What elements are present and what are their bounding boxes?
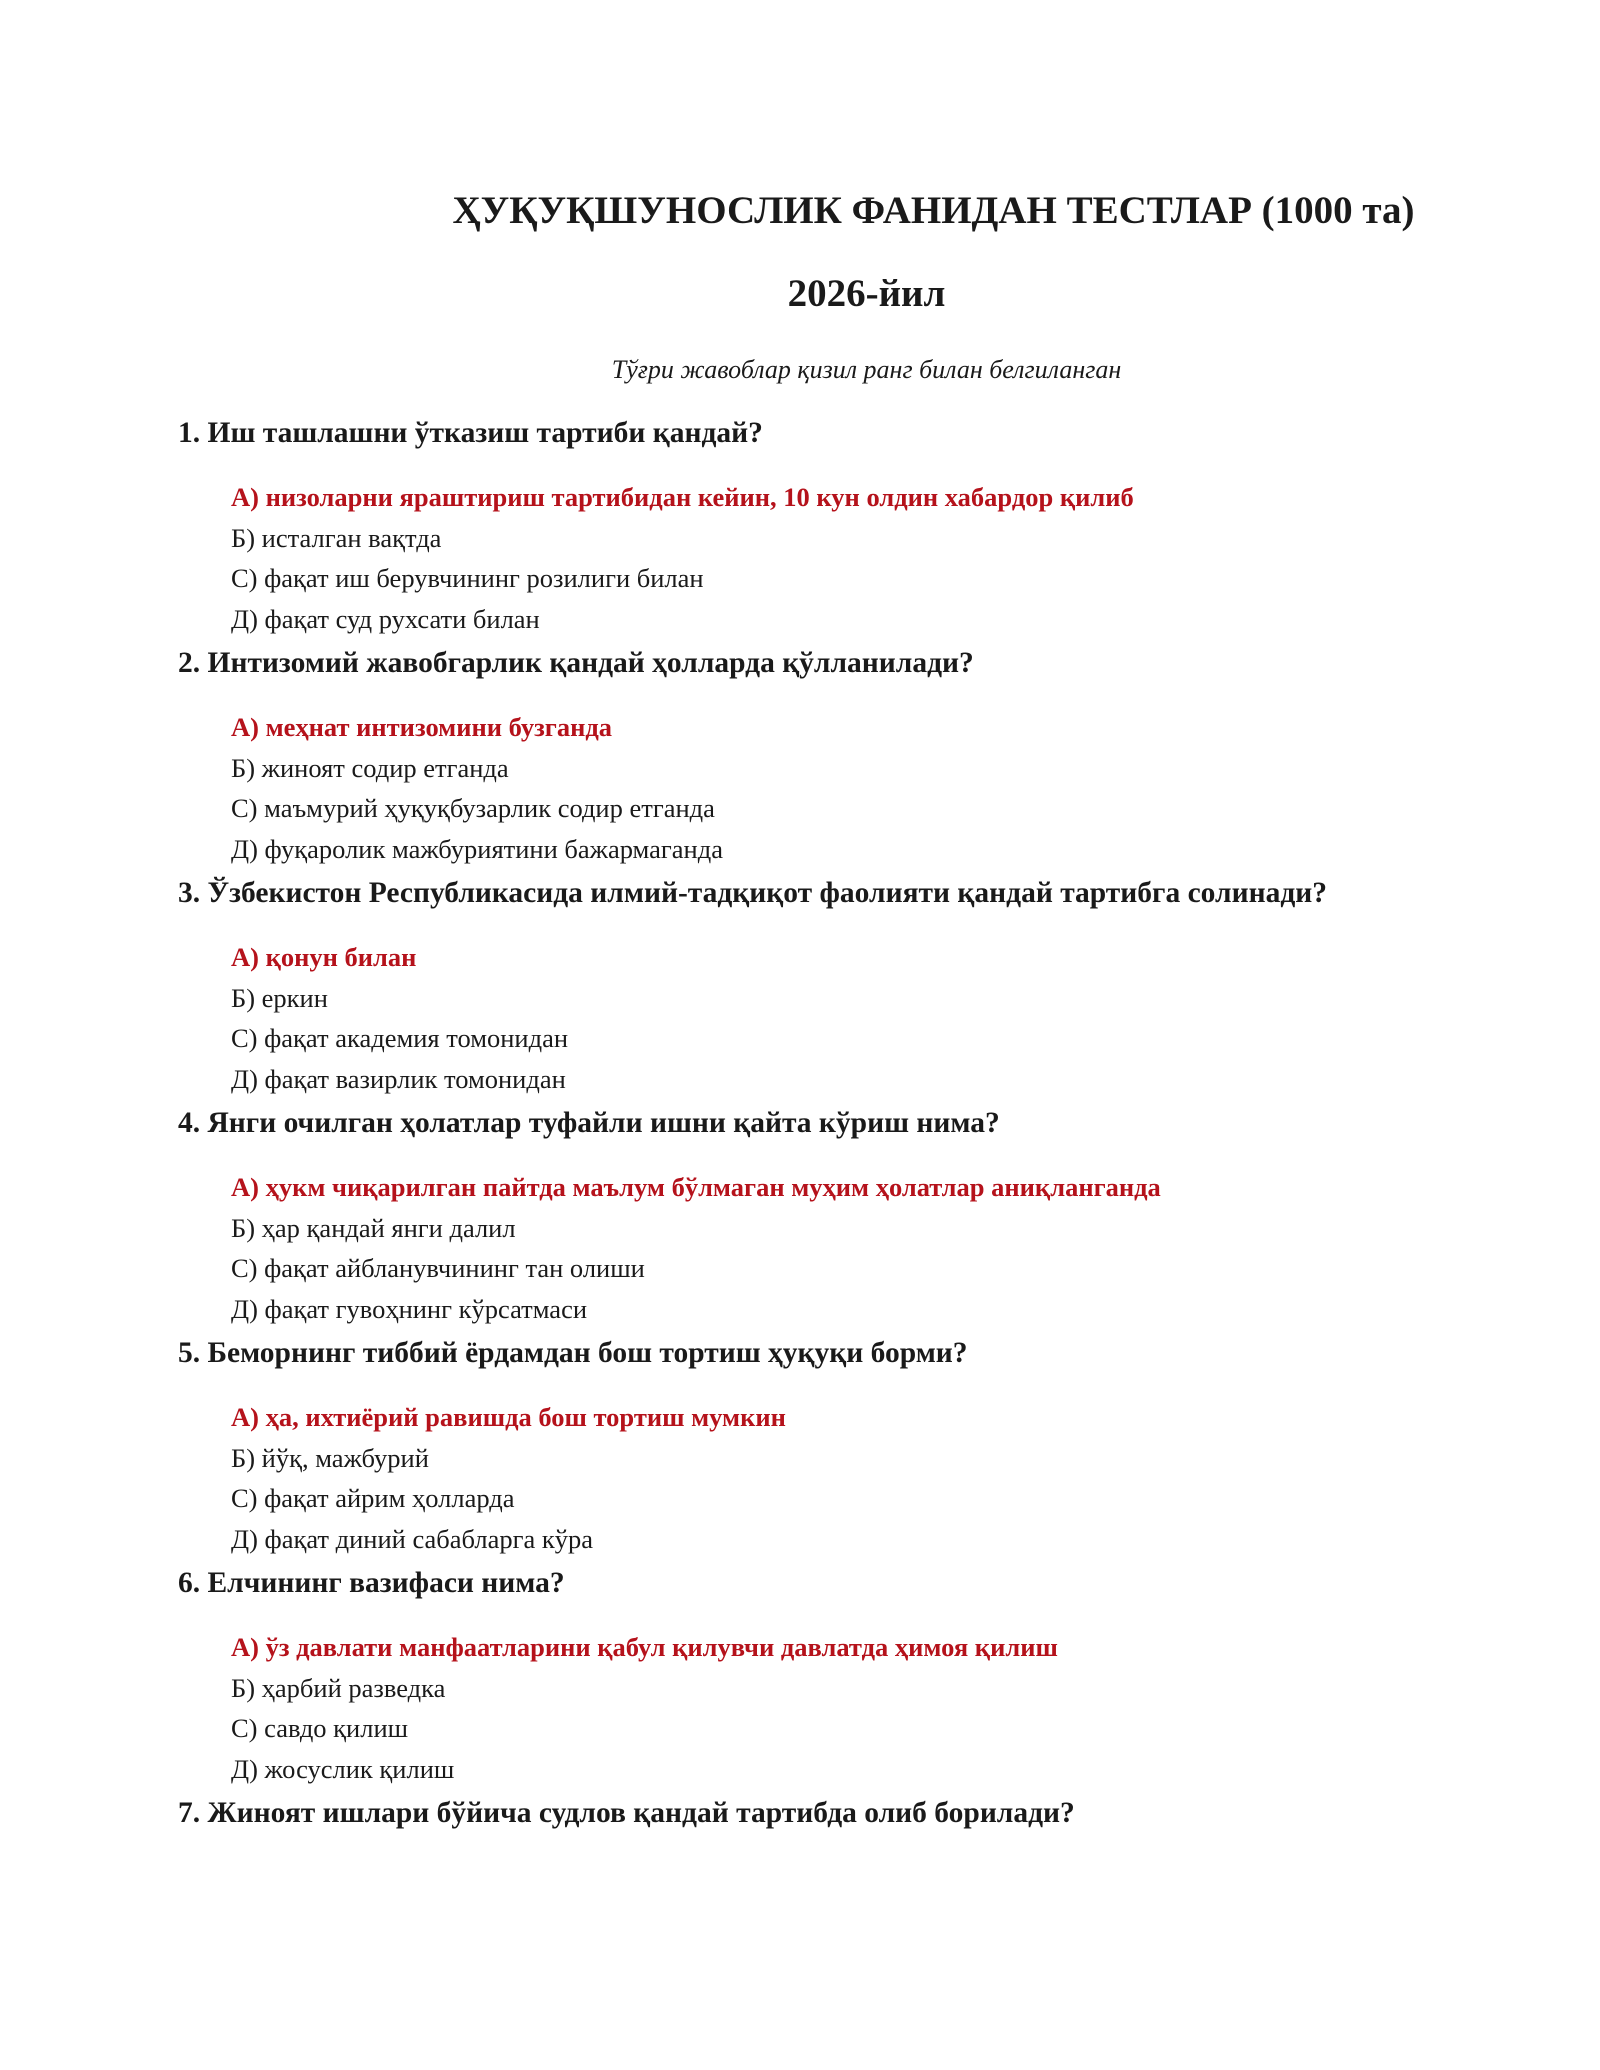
answer-option: С) маъмурий ҳуқуқбузарлик содир етганда [231,793,715,823]
correct-answer: А) низоларни яраштириш тартибидан кейин, 10 кун олдин хабардор қилиб [231,482,1134,512]
question-text: 7. Жиноят ишлари бўйича судлов қандай тартибда олиб борилади? [178,1797,1075,1829]
question-6 [178,1563,1478,1789]
correct-answer: А) қонун билан [231,942,417,972]
correct-answer: А) ўз давлати манфаатларини қабул қилувчи давлатда ҳимоя қилиш [231,1632,1058,1662]
answer-option: Б) йўқ, мажбурий [231,1442,429,1473]
answer-option: Д) фақат суд рухсати билан [231,603,540,634]
question-1 [178,413,1478,639]
answer-options [231,1627,1478,1789]
answer-option: Б) исталган вақтда [231,522,442,553]
document-title: ҲУҚУҚШУНОСЛИК ФАНИДАН ТЕСТЛАР (1000 та) [452,189,1415,232]
question-4 [178,1103,1478,1329]
correct-answer: А) меҳнат интизомини бузганда [231,712,613,742]
correct-answer: А) ҳа, ихтиёрий равишда бош тортиш мумкин [231,1402,786,1432]
answer-option: Д) фақат диний сабабларга кўра [231,1523,593,1554]
question-5 [178,1333,1478,1559]
questions-list [178,413,1478,1857]
question-text: 6. Елчининг вазифаси нима? [178,1567,565,1599]
question-text: 2. Интизомий жавобгарлик қандай ҳолларда қўлланилади? [178,647,974,679]
answer-option: Б) ҳар қандай янги далил [231,1212,516,1243]
document-year: 2026-йил [787,272,946,315]
answer-option: С) фақат академия томонидан [231,1023,569,1053]
answer-option: Б) еркин [231,982,328,1013]
question-2 [178,643,1478,869]
answer-options [231,707,1478,869]
answer-option: Д) фуқаролик мажбуриятини бажармаганда [231,833,723,864]
answer-option: С) фақат иш берувчининг розилиги билан [231,563,704,593]
answer-options [231,1167,1478,1329]
answer-option: Д) жосуслик қилиш [231,1753,455,1784]
answer-key-note: Тўғри жавоблар қизил ранг билан белгиланган [611,355,1122,384]
question-text: 5. Беморнинг тиббий ёрдамдан бош тортиш ҳуқуқи борми? [178,1337,968,1369]
question-text: 1. Иш ташлашни ўтказиш тартиби қандай? [178,417,763,449]
answer-option: С) савдо қилиш [231,1713,409,1743]
answer-option: Д) фақат вазирлик томонидан [231,1063,566,1094]
question-text: 4. Янги очилган ҳолатлар туфайли ишни қайта кўриш нима? [178,1107,1000,1139]
answer-options [231,937,1478,1099]
answer-option: Б) ҳарбий разведка [231,1672,446,1703]
answer-option: С) фақат айрим ҳолларда [231,1483,515,1513]
answer-options [231,477,1478,639]
question-text: 3. Ўзбекистон Республикасида илмий-тадқиқот фаолияти қандай тартибга солинади? [178,877,1327,909]
answer-option: Д) фақат гувоҳнинг кўрсатмаси [231,1293,588,1324]
answer-option: Б) жиноят содир етганда [231,752,509,783]
correct-answer: А) ҳукм чиқарилган пайтда маълум бўлмаган муҳим ҳолатлар аниқланганда [231,1172,1161,1202]
question-7 [178,1793,1478,1833]
question-3 [178,873,1478,1099]
answer-options [231,1397,1478,1559]
answer-option: С) фақат айбланувчининг тан олиши [231,1253,645,1283]
